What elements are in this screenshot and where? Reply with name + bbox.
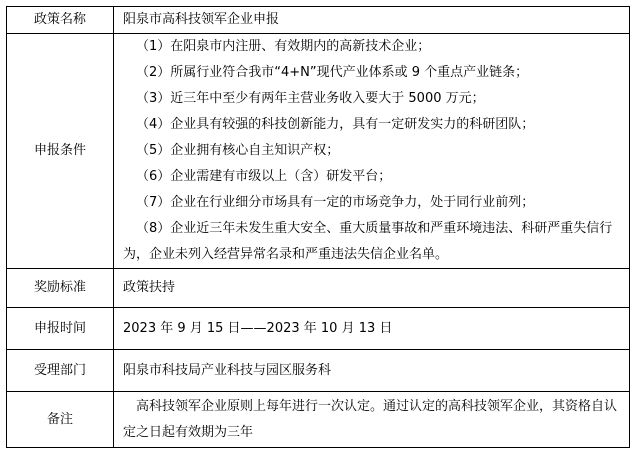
policy-table [6,6,630,448]
condition-item-5: （5）企业拥有核心自主知识产权； [136,143,340,158]
conditions-value [114,34,630,269]
condition-item-1: （1）在阳泉市内注册、有效期内的高新技术企业； [136,39,431,54]
reward-label: 奖励标准 [7,269,114,308]
row-conditions [7,34,630,269]
row-policy-name [7,7,630,34]
condition-item-4: （4）企业具有较强的科技创新能力，具有一定研发实力的科研团队； [136,117,535,132]
department-value: 阳泉市科技局产业科技与园区服务科 [114,350,630,392]
note-text: 高科技领军企业原则上每年进行一次认定。通过认定的高科技领军企业，其资格自认定之日起有效期为三年 [123,398,618,440]
row-reward [7,269,630,308]
condition-item-6: （6）企业需建有市级以上（含）研发平台； [136,169,392,184]
condition-item-2: （2）所属行业符合我市“4+N”现代产业体系或 9 个重点产业链条； [136,65,529,80]
condition-item-3: （3）近三年中至少有两年主营业务收入要大于 5000 万元； [136,91,485,106]
reward-value: 政策扶持 [114,269,630,308]
row-note [7,392,630,448]
row-period [7,308,630,350]
conditions-label: 申报条件 [7,34,114,269]
row-department [7,350,630,392]
period-value: 2023 年 9 月 15 日——2023 年 10 月 13 日 [114,308,630,350]
department-label: 受理部门 [7,350,114,392]
policy-name-label: 政策名称 [7,7,114,34]
condition-item-8: （8）企业近三年未发生重大安全、重大质量事故和严重环境违法、科研严重失信行为，企业未列入经营异常名录和严重违法失信企业名单。 [123,221,613,262]
note-label: 备注 [7,392,114,448]
policy-name-value: 阳泉市高科技领军企业申报 [114,7,630,34]
note-value [114,392,630,448]
period-label: 申报时间 [7,308,114,350]
condition-item-7: （7）企业在行业细分市场具有一定的市场竞争力，处于同行业前列； [136,195,535,210]
